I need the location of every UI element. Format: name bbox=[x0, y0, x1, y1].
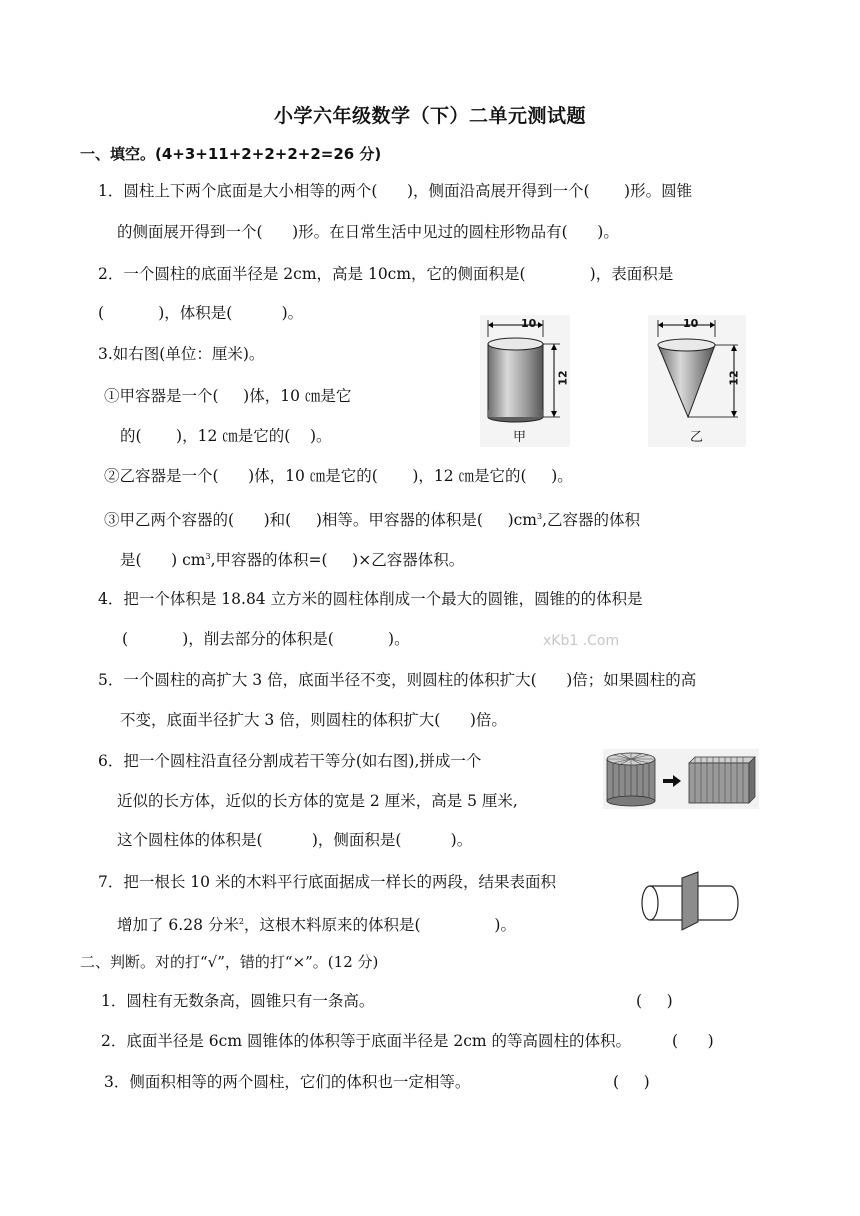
page-title: 小学六年级数学（下）二单元测试题 bbox=[273, 105, 586, 127]
q1-line2: 的侧面展开得到一个( )形。在日常生活中见过的圆柱形物品有( )。 bbox=[117, 223, 619, 241]
cylinder-sawed-in-half-icon bbox=[638, 870, 742, 932]
cone-height-label: 12 bbox=[727, 370, 741, 386]
judge-item-2-text: 2．底面半径是 6cm 圆锥体的体积等于底面半径是 2cm 的等高圆柱的体积。 bbox=[101, 1032, 632, 1050]
q7-line2-tail: ，这根木料原来的体积是( )。 bbox=[243, 916, 516, 935]
q2-line1: 2．一个圆柱的底面半径是 2cm，高是 10cm，它的侧面积是( )，表面积是 bbox=[98, 265, 674, 283]
cone-caption: 乙 bbox=[690, 430, 704, 445]
cone-width-label: 10 bbox=[683, 317, 699, 330]
q6-line3: 这个圆柱体的体积是( )，侧面积是( )。 bbox=[117, 831, 473, 849]
cylinder-caption: 甲 bbox=[513, 430, 527, 445]
q1-line1: 1．圆柱上下两个底面是大小相等的两个( )，侧面沿高展开得到一个( )形。圆锥 bbox=[98, 182, 693, 200]
cylinder-width-label: 10 bbox=[521, 317, 537, 330]
q6-line1: 6．把一个圆柱沿直径分割成若干等分(如右图),拼成一个 bbox=[98, 752, 482, 770]
judge-item-3-bracket: ( ) bbox=[613, 1073, 650, 1091]
cylinder-height-label: 12 bbox=[556, 370, 570, 386]
q5-line1: 5．一个圆柱的高扩大 3 倍，底面半径不变，则圆柱的体积扩大( )倍；如果圆柱的高 bbox=[98, 671, 697, 689]
q2-line2: ( )，体积是( )。 bbox=[98, 304, 304, 322]
square-exponent: 2 bbox=[238, 917, 244, 926]
q7-line1: 7．把一根长 10 米的木料平行底面据成一样长的两段，结果表面积 bbox=[98, 873, 556, 891]
q3-c-line2 bbox=[120, 547, 464, 570]
q7-line2-text: 增加了 6.28 分米 bbox=[117, 916, 239, 935]
q7-line2 bbox=[117, 912, 516, 935]
q4-line1: 4．把一个体积是 18.84 立方米的圆柱体削成一个最大的圆锥，圆锥的的体积是 bbox=[98, 590, 643, 608]
q3-c-line1-tail: ,乙容器的体积 bbox=[542, 511, 641, 530]
q4-line2: ( )，削去部分的体积是( )。 bbox=[122, 630, 410, 648]
cubic-exponent: 3 bbox=[205, 552, 211, 561]
q3-a-line2: 的( )，12 ㎝是它的( )。 bbox=[120, 427, 332, 445]
judge-item-1-bracket: ( ) bbox=[636, 992, 673, 1010]
q3-c-line2-text: 是( ) cm bbox=[120, 551, 206, 570]
judge-item-2-bracket: ( ) bbox=[672, 1032, 714, 1050]
q6-line2: 近似的长方体，近似的长方体的宽是 2 厘米，高是 5 厘米, bbox=[117, 792, 518, 810]
q3-intro: 3.如右图(单位：厘米)。 bbox=[98, 345, 265, 363]
q3-c-line1 bbox=[104, 507, 640, 530]
q3-b-line: ②乙容器是一个( )体，10 ㎝是它的( )，12 ㎝是它的( )。 bbox=[104, 467, 573, 485]
section-1-heading: 一、填空。(4+3+11+2+2+2+2=26 分) bbox=[80, 145, 382, 163]
judge-item-1-text: 1．圆柱有无数条高，圆锥只有一条高。 bbox=[101, 992, 375, 1010]
q5-line2: 不变，底面半径扩大 3 倍，则圆柱的体积扩大( )倍。 bbox=[120, 711, 507, 729]
judge-item-3-text: 3．侧面积相等的两个圆柱，它们的体积也一定相等。 bbox=[104, 1073, 471, 1091]
q3-c-line2-tail: ,甲容器的体积=( )×乙容器体积。 bbox=[210, 551, 465, 570]
q3-a-line1: ①甲容器是一个( )体，10 ㎝是它 bbox=[104, 387, 352, 405]
watermark: xKb1 .Com bbox=[543, 633, 620, 649]
cubic-exponent: 3 bbox=[537, 512, 543, 521]
q3-c-line1-text: ③甲乙两个容器的( )和( )相等。甲容器的体积是( )cm bbox=[104, 511, 537, 530]
cylinder-cut-into-rectangular-prism-icon bbox=[603, 749, 759, 809]
section-2-heading: 二、判断。对的打“√”，错的打“×”。(12 分) bbox=[80, 953, 379, 971]
